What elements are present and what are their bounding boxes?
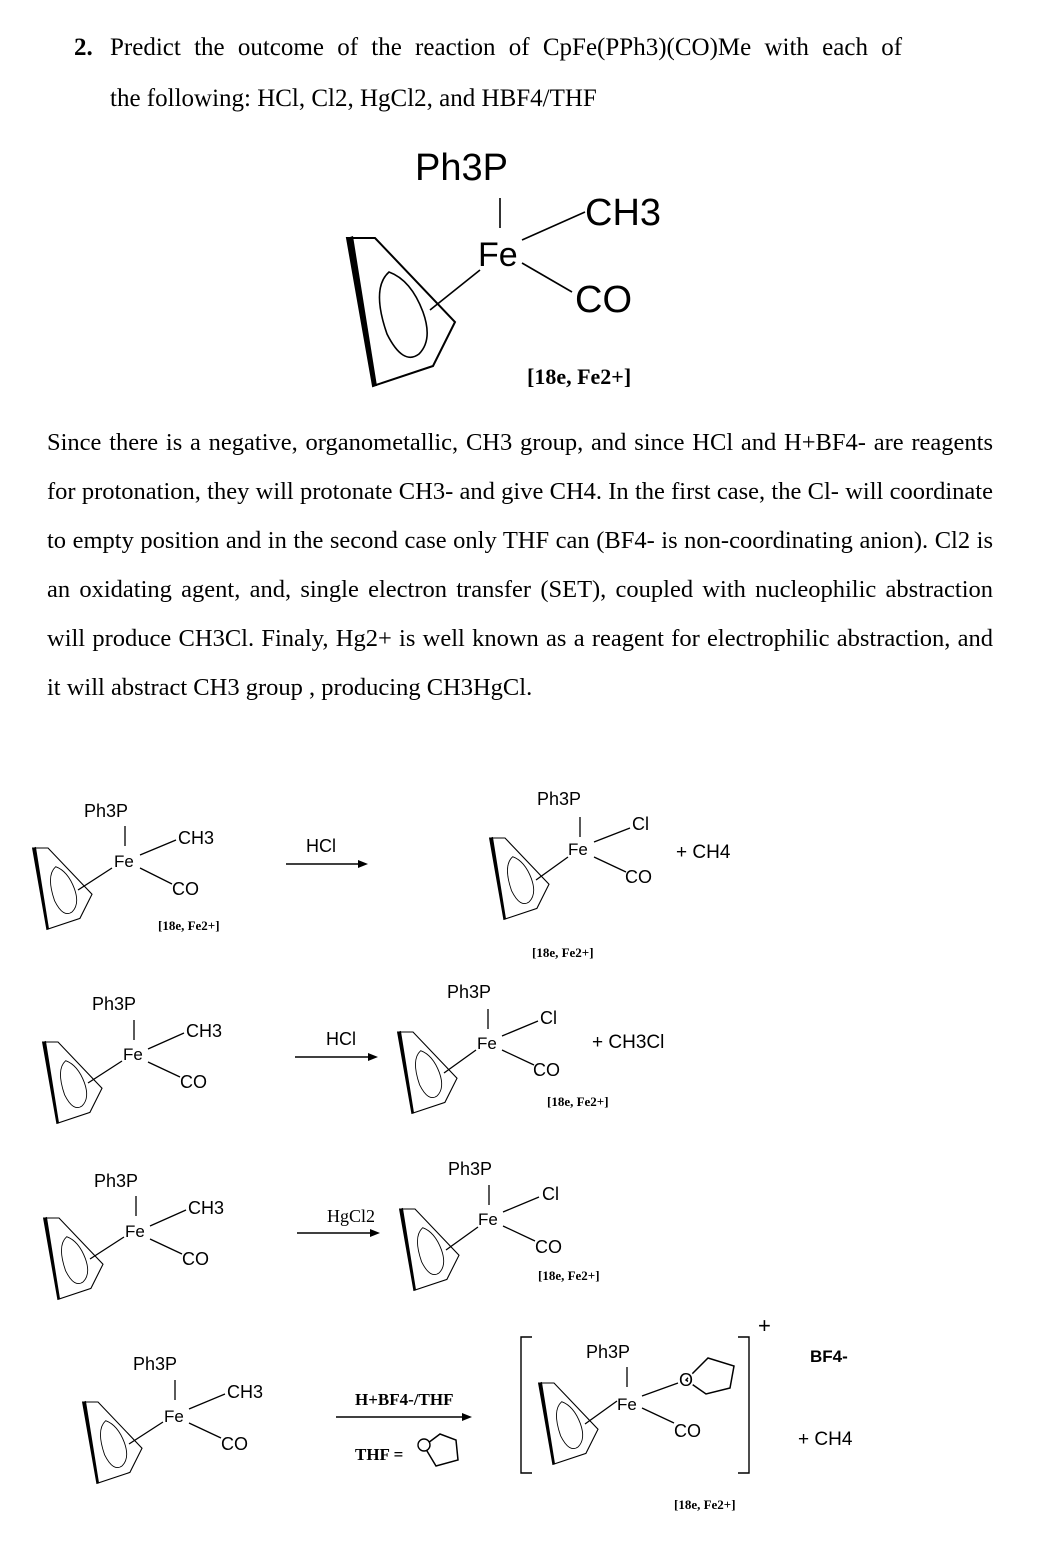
r4-product-fe: Fe: [617, 1395, 637, 1414]
main-fe-co-bond: [522, 263, 572, 292]
r3-product-co: CO: [535, 1237, 562, 1257]
question-line-2: the following: HCl, Cl2, HgCl2, and HBF4/THF: [110, 85, 597, 112]
r1-product-cp: [490, 837, 549, 920]
r3-reactant-co: CO: [182, 1249, 209, 1269]
r1-product-electron-count: [18e, Fe2+]: [532, 945, 594, 960]
main-fe: Fe: [478, 236, 518, 274]
r4-reactant-co: CO: [221, 1434, 248, 1454]
r1-reactant-co: CO: [172, 879, 199, 899]
r4-product-thf-ring: [686, 1358, 734, 1394]
r2-product-ph3p: Ph3P: [447, 982, 492, 1002]
r2-product-co: CO: [533, 1060, 560, 1080]
r1-product-co: CO: [625, 867, 652, 887]
r4-reactant-ph3p: Ph3P: [133, 1354, 178, 1374]
reaction-4: [83, 1313, 853, 1512]
r2-reactant-ch3: CH3: [186, 1021, 223, 1041]
r1-reactant-ph3p: Ph3P: [84, 801, 129, 821]
main-co: CO: [575, 279, 632, 321]
r2-product-fe: Fe: [477, 1034, 497, 1053]
r3-reagent: HgCl2: [327, 1206, 376, 1226]
r4-reagent: H+BF4-/THF: [355, 1390, 454, 1409]
reaction-3: [44, 1159, 600, 1299]
r4-reactant-fe: Fe: [164, 1407, 184, 1426]
r1-reactant-electron-count: [18e, Fe2+]: [158, 918, 220, 933]
r3-product-electron-count: [18e, Fe2+]: [538, 1268, 600, 1283]
main-electron-count: [18e, Fe2+]: [527, 364, 632, 389]
r3-reactant-ch3: CH3: [188, 1198, 225, 1218]
r4-counterion: BF4-: [810, 1347, 848, 1366]
r4-charge: +: [758, 1313, 771, 1338]
r3-product-fe: Fe: [478, 1210, 498, 1229]
r4-thf-note: THF =: [355, 1445, 404, 1464]
r1-byproduct: + CH4: [676, 842, 731, 863]
r4-byproduct: + CH4: [798, 1429, 853, 1450]
r1-reactant-ch3: CH3: [178, 828, 215, 848]
r1-reactant-fe: Fe: [114, 852, 134, 871]
main-cp-ring: [347, 236, 455, 386]
r4-right-bracket: [738, 1337, 749, 1473]
r4-product-co: CO: [674, 1421, 701, 1441]
main-ch3: CH3: [585, 192, 662, 234]
r3-product-ph3p: Ph3P: [448, 1159, 493, 1179]
main-ph3p: Ph3P: [415, 147, 508, 189]
r3-reactant-ph3p: Ph3P: [94, 1171, 139, 1191]
r4-left-bracket: [521, 1337, 532, 1473]
r4-reactant-ch3: CH3: [227, 1382, 264, 1402]
r2-reactant-fe: Fe: [123, 1045, 143, 1064]
reaction-2: [43, 982, 665, 1123]
r4-product-o: O: [679, 1370, 694, 1390]
r2-reactant-co: CO: [180, 1072, 207, 1092]
question-number: 2.: [74, 34, 93, 61]
r4-product-electron-count: [18e, Fe2+]: [674, 1497, 736, 1512]
r2-reagent: HCl: [326, 1029, 356, 1049]
r1-product-ph3p: Ph3P: [537, 789, 582, 809]
r3-reactant-fe: Fe: [125, 1222, 145, 1241]
r1-reagent: HCl: [306, 836, 336, 856]
r3-product-cl: Cl: [542, 1184, 559, 1204]
question-line-1: Predict the outcome of the reaction of CpFe(PPh3)(CO)Me with each of: [110, 34, 903, 61]
r1-product-cl: Cl: [632, 814, 649, 834]
r1-product-fe: Fe: [568, 840, 588, 859]
r2-product-electron-count: [18e, Fe2+]: [547, 1094, 609, 1109]
r2-reactant-ph3p: Ph3P: [92, 994, 137, 1014]
thf-ring-icon: [418, 1434, 458, 1466]
r4-product-ph3p: Ph3P: [586, 1342, 631, 1362]
main-fe-ch3-bond: [522, 212, 585, 240]
r2-byproduct: + CH3Cl: [592, 1032, 665, 1053]
answer-text: Since there is a negative, organometallic, CH3 group, and since HCl and H+BF4- are reagents for protonation, they will protonate CH3- and give CH4. In the first case, the Cl- will coordinate to empty position and in the second case only THF can (BF4- is non-coordinating anion). Cl2 is an oxidating agent, and, single electron transfer (SET), coupled with nucleophilic abstraction will produce CH3Cl. Finaly, Hg2+ is well known as a reagent for electrophilic abstraction, and it will abstract CH3 group , producing CH3HgCl.: [47, 429, 993, 701]
main-complex: [347, 147, 661, 389]
main-cp-fe-bond: [430, 270, 480, 310]
reaction-1: [33, 789, 731, 960]
r1-reactant-cp: [33, 847, 92, 930]
r2-product-cl: Cl: [540, 1008, 557, 1028]
